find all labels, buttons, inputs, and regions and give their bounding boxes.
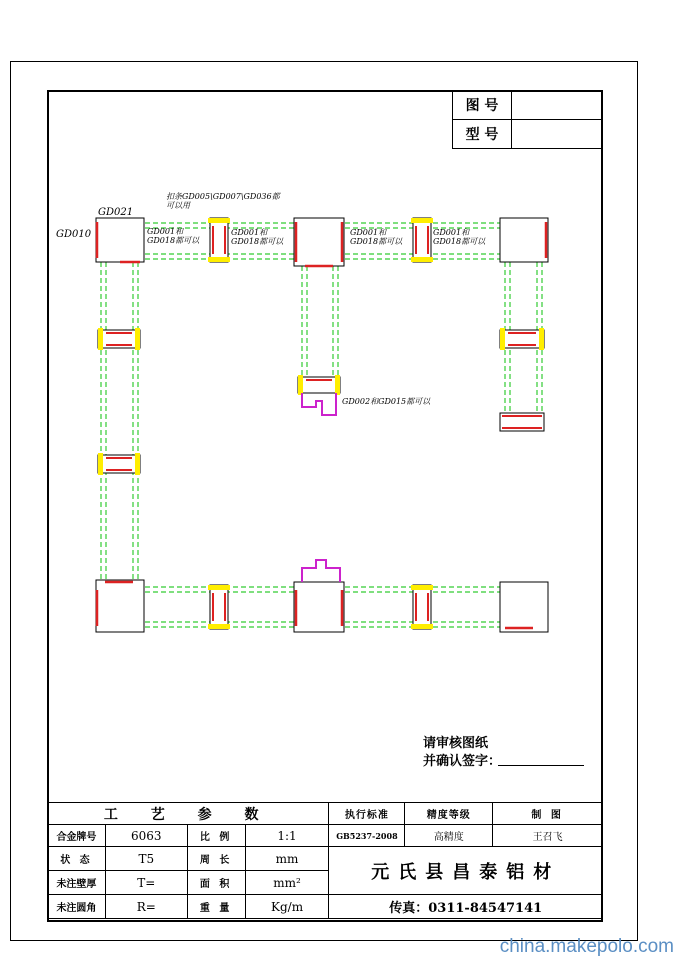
temper-label: 状 态 [48, 847, 106, 871]
seal-strips [97, 222, 546, 628]
company-name: 元氏县昌泰铝材 [329, 847, 603, 895]
note-mid: GD002和GD015都可以 [342, 397, 431, 406]
note-pair-2: GD001和GD018都可以 [231, 228, 284, 246]
coating-label: 未注壁厚 [48, 871, 106, 895]
weight-label: 重 量 [187, 895, 245, 919]
profile-bottom-left [96, 580, 144, 632]
table-header: 工 艺 参 数 [48, 803, 329, 825]
model-label: 型 号 [453, 120, 512, 149]
profile-top-middle [294, 218, 344, 266]
profile-top-left [96, 218, 144, 262]
note-pair-4: GD001和GD018都可以 [433, 228, 486, 246]
alloy-value: 6063 [105, 825, 187, 847]
rail-lines [101, 223, 542, 627]
scale-label: 比 例 [187, 825, 245, 847]
watermark: china.makepolo.com [499, 936, 674, 957]
drafter-value: 王召飞 [493, 825, 603, 847]
radius-label: 未注圆角 [48, 895, 106, 919]
draw-label: 制 图 [493, 803, 603, 825]
mullion-joints [98, 218, 544, 629]
signature-line [498, 765, 584, 766]
note-pair-1: GD001和GD018都可以 [147, 227, 200, 245]
profile-top-right [500, 218, 548, 262]
frame-profiles [96, 218, 548, 632]
process-parameter-table [47, 802, 603, 919]
perimeter-unit: mm [245, 847, 329, 871]
temper-value: T5 [105, 847, 187, 871]
profile-bottom-right [500, 582, 548, 632]
review-line-2: 并确认签字： [423, 754, 502, 769]
note-pair-3: GD001和GD018都可以 [350, 228, 403, 246]
perimeter-label: 周 长 [187, 847, 245, 871]
area-label: 面 积 [187, 871, 245, 895]
coating-value: T= [105, 871, 187, 895]
label-gd010: GD010 [56, 229, 92, 240]
grade-label: 精度等级 [405, 803, 493, 825]
std-value: GB5237-2008 [329, 825, 405, 847]
std-label: 执行标准 [329, 803, 405, 825]
review-line-1: 请审核图纸 [423, 736, 489, 751]
label-gd021: GD021 [98, 207, 134, 218]
grade-value: 高精度 [405, 825, 493, 847]
area-unit: mm² [245, 871, 329, 895]
alloy-label: 合金牌号 [48, 825, 106, 847]
fax-line: 传真：0311-84547141 [329, 895, 603, 919]
note-top: 扣条GD005\GD007\GD036都可以用 [166, 192, 280, 210]
alternate-profiles [302, 393, 340, 582]
weight-unit: Kg/m [245, 895, 329, 919]
scale-value: 1:1 [245, 825, 329, 847]
drawing-no-label: 图 号 [453, 91, 512, 120]
profile-bottom-middle [294, 582, 344, 632]
radius-value: R= [105, 895, 187, 919]
